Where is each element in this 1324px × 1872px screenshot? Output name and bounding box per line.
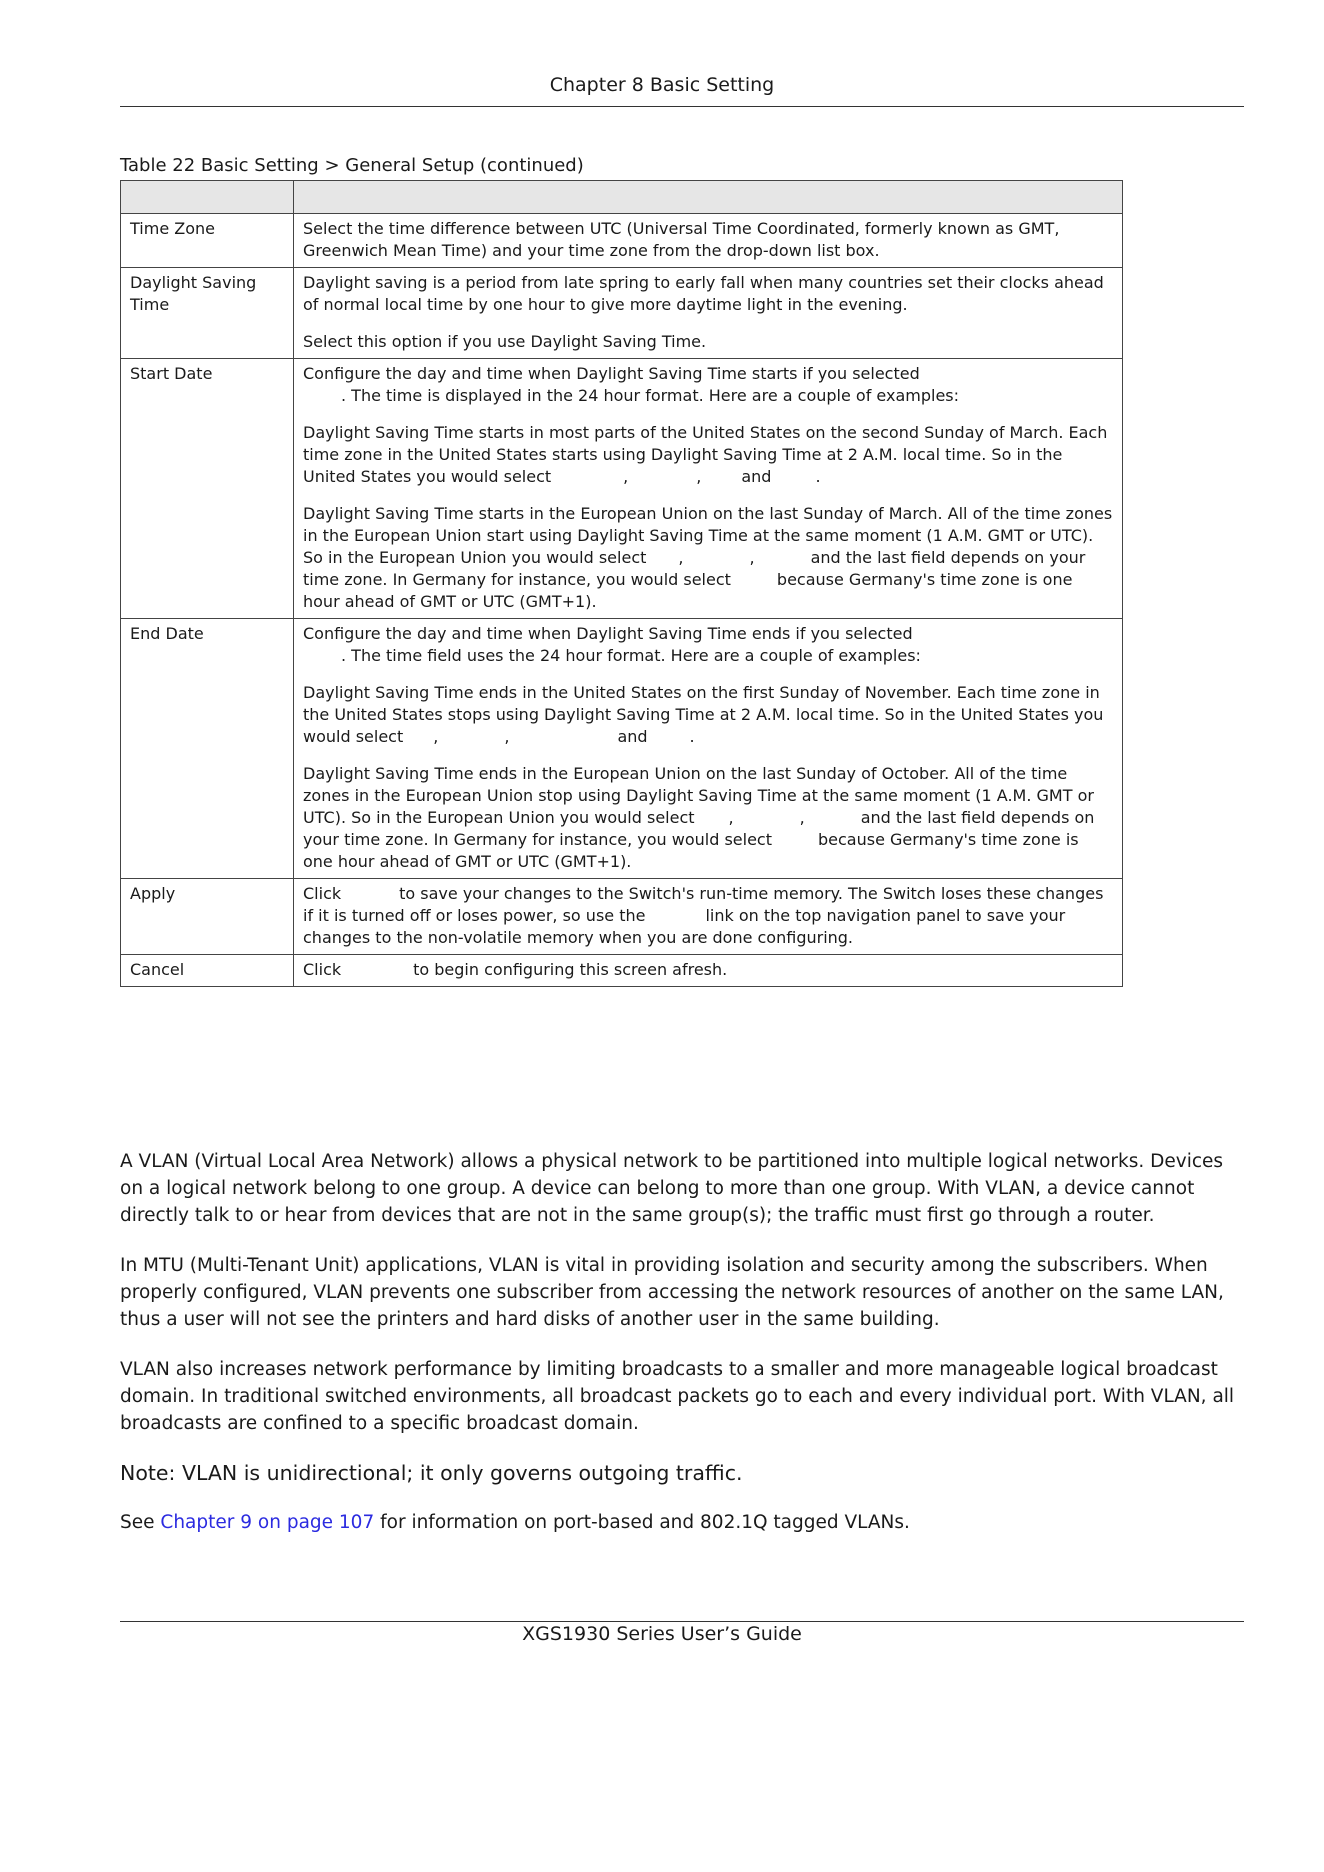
- settings-table: [120, 180, 1123, 987]
- see-suffix: for information on port-based and 802.1Q tagged VLANs.: [380, 1512, 910, 1533]
- row-description: [294, 619, 1123, 879]
- text-run: . The time is displayed in the 24 hour format. Here are a couple of examples:: [341, 386, 960, 405]
- text-run: Click: [303, 884, 342, 903]
- description-paragraph: [303, 422, 1113, 488]
- text-run: and the last field depends on your time zone. In Germany for instance, you would select: [303, 808, 1095, 849]
- text-run: .: [815, 467, 821, 486]
- text-run: ,: [799, 808, 805, 827]
- text-run: ,: [433, 727, 439, 746]
- body-paragraph: A VLAN (Virtual Local Area Network) allows a physical network to be partitioned into multiple logical networks. Devices on a logical network belong to one group. A device can belong to more than one group. With VLAN, a device cannot directly talk to or hear from devices that are not in the same group(s); the traffic must first go through a router.: [120, 1151, 1224, 1226]
- body-paragraph: In MTU (Multi-Tenant Unit) applications, VLAN is vital in providing isolation and security among the subscribers. When properly configured, VLAN prevents one subscriber from accessing the network resources of another on the same LAN, thus a user will not see the printers and hard disks of another user in the same building.: [120, 1255, 1224, 1330]
- description-paragraph: [303, 763, 1113, 873]
- note-text: Note: VLAN is unidirectional; it only governs outgoing traffic.: [120, 1461, 743, 1485]
- description-paragraph: [303, 363, 1113, 407]
- description-paragraph: [303, 682, 1113, 748]
- chapter-header: Chapter 8 Basic Setting: [549, 74, 775, 96]
- row-description: [294, 268, 1123, 359]
- table-row-start-date: [121, 359, 1123, 619]
- text-run: Daylight Saving Time ends in the European Union on the last Sunday of October. All of the time zones in the European Union stop using Daylight Saving Time at the same moment (1 A.M. GMT or UTC). So in the European Union you would select: [303, 764, 1094, 827]
- row-description: [294, 879, 1123, 955]
- row-label: End Date: [121, 619, 294, 879]
- body-section: [120, 1148, 1250, 1536]
- description-paragraph: [303, 959, 1113, 981]
- description-paragraph: [303, 883, 1113, 949]
- text-run: and: [741, 467, 772, 486]
- text-run: ,: [678, 548, 684, 567]
- see-prefix: See: [120, 1512, 155, 1533]
- guide-footer: XGS1930 Series User’s Guide: [522, 1623, 802, 1645]
- row-label: Cancel: [121, 955, 294, 987]
- table-row-apply: [121, 879, 1123, 955]
- row-description: [294, 214, 1123, 268]
- row-label: [121, 268, 294, 359]
- text-run: Configure the day and time when Daylight Saving Time ends if you selected: [303, 624, 913, 643]
- description-paragraph: Select the time difference between UTC (Universal Time Coordinated, formerly known as GMT, Greenwich Mean Time) and your time zone from the drop-down list box.: [303, 219, 1060, 260]
- table-row-cancel: [121, 955, 1123, 987]
- text-run: Daylight Saving Time ends in the United States on the first Sunday of November. Each time zone in the United States stops using Daylight Saving Time at 2 A.M. local time. So in the United States you would select: [303, 683, 1104, 746]
- text-run: and the last field depends on your time zone. In Germany for instance, you would select: [303, 548, 1086, 589]
- see-also-paragraph: [120, 1509, 1250, 1536]
- text-run: because Germany's time zone is one hour ahead of GMT or UTC (GMT+1).: [303, 570, 1073, 611]
- text-run: because Germany's time zone is one hour ahead of GMT or UTC (GMT+1).: [303, 830, 1079, 871]
- text-run: Daylight Saving Time starts in the European Union on the last Sunday of March. All of the time zones in the European Union start using Daylight Saving Time at the same moment (1 A.M. GMT or UTC). So in the European Union you would select: [303, 504, 1113, 567]
- table-row-daylight-saving: [121, 268, 1123, 359]
- text-run: ,: [749, 548, 755, 567]
- table-row-end-date: [121, 619, 1123, 879]
- text-run: link on the top navigation panel to save your changes to the non-volatile memory when you are done configuring.: [303, 906, 1066, 947]
- text-run: ,: [728, 808, 734, 827]
- text-run: ,: [696, 467, 702, 486]
- text-run: to save your changes to the Switch's run-time memory. The Switch loses these changes if it is turned off or loses power, so use the: [303, 884, 1104, 925]
- row-description: [294, 955, 1123, 987]
- header-rule: [120, 106, 1244, 107]
- row-label: Apply: [121, 879, 294, 955]
- chapter-9-link[interactable]: Chapter 9 on page 107: [160, 1512, 375, 1533]
- row-label: Time Zone: [121, 214, 294, 268]
- text-run: Daylight Saving Time starts in most parts of the United States on the second Sunday of March. Each time zone in the United States starts using Daylight Saving Time at 2 A.M. local time. So in the United States you would select: [303, 423, 1108, 486]
- description-paragraph: Daylight saving is a period from late spring to early fall when many countries set their clocks ahead of normal local time by one hour to give more daytime light in the evening.: [303, 273, 1104, 314]
- text-run: to begin configuring this screen afresh.: [413, 960, 728, 979]
- footer-rule: [120, 1621, 1244, 1622]
- text-run: ,: [504, 727, 510, 746]
- table-row-time-zone: [121, 214, 1123, 268]
- header-cell-label: [121, 181, 294, 214]
- table-caption: Table 22 Basic Setting > General Setup (continued): [120, 155, 584, 176]
- text-run: Click: [303, 960, 342, 979]
- text-run: .: [689, 727, 695, 746]
- description-paragraph: [303, 503, 1113, 613]
- description-paragraph: [303, 623, 1113, 667]
- header-cell-description: [294, 181, 1123, 214]
- text-run: ,: [623, 467, 629, 486]
- text-run: Configure the day and time when Daylight Saving Time starts if you selected: [303, 364, 920, 383]
- row-description: [294, 359, 1123, 619]
- text-run: and: [617, 727, 648, 746]
- row-label: Start Date: [121, 359, 294, 619]
- table-header-row: [121, 181, 1123, 214]
- body-paragraph: VLAN also increases network performance by limiting broadcasts to a smaller and more manageable logical broadcast domain. In traditional switched environments, all broadcast packets go to each and every individual port. With VLAN, all broadcasts are confined to a specific broadcast domain.: [120, 1359, 1235, 1434]
- description-paragraph: Select this option if you use Daylight Saving Time.: [303, 332, 707, 351]
- row-label-text: Daylight Saving Time: [130, 273, 257, 314]
- text-run: . The time field uses the 24 hour format. Here are a couple of examples:: [341, 646, 921, 665]
